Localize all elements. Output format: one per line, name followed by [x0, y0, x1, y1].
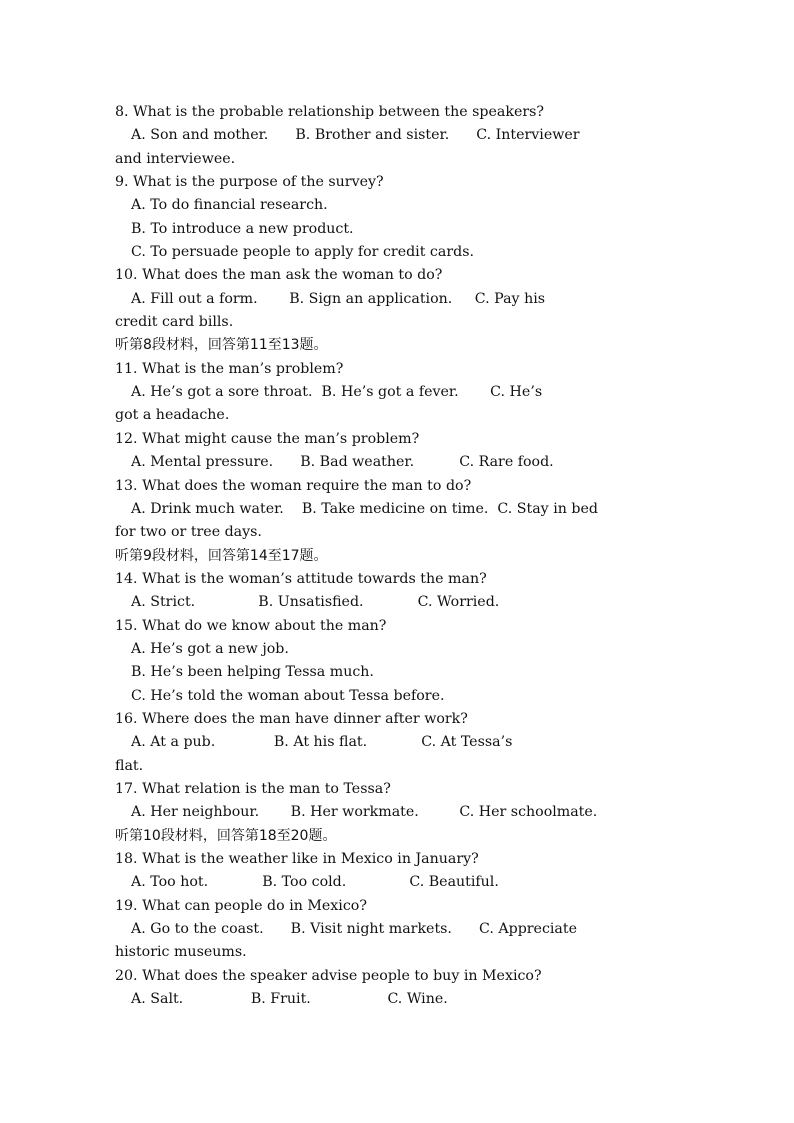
- options-q14: A. Strict. B. Unsatisfied. C. Worried.: [131, 594, 500, 611]
- option-q9-a: A. To do financial research.: [131, 197, 328, 214]
- options-q10: A. Fill out a form. B. Sign an application. C. Pay his: [131, 290, 546, 307]
- question-13: 13. What does the woman require the man to do?: [115, 477, 472, 494]
- option-q9-b: B. To introduce a new product.: [131, 220, 354, 237]
- option-q15-b: B. He’s been helping Tessa much.: [131, 664, 374, 681]
- section-heading-9: 听第9段材料，回答第14至17题。: [115, 547, 328, 564]
- question-8: 8. What is the probable relationship between the speakers?: [115, 104, 545, 120]
- question-11: 11. What is the man’s problem?: [115, 360, 344, 377]
- options-q16: A. At a pub. B. At his flat. C. At Tessa’s: [131, 734, 513, 751]
- options-q18: A. Too hot. B. Too cold. C. Beautiful.: [131, 874, 499, 891]
- options-q19-continued: historic museums.: [115, 944, 247, 961]
- options-q20: A. Salt. B. Fruit. C. Wine.: [131, 991, 448, 1008]
- options-q16-continued: flat.: [115, 757, 144, 774]
- question-14: 14. What is the woman’s attitude towards the man?: [115, 570, 487, 587]
- question-15: 15. What do we know about the man?: [115, 617, 387, 634]
- options-q11: A. He’s got a sore throat. B. He’s got a fever. C. He’s: [131, 384, 543, 401]
- question-19: 19. What can people do in Mexico?: [115, 897, 367, 914]
- options-q13: A. Drink much water. B. Take medicine on time. C. Stay in bed: [131, 500, 598, 517]
- option-q9-c: C. To persuade people to apply for credit cards.: [131, 244, 474, 261]
- question-9: 9. What is the purpose of the survey?: [115, 174, 384, 191]
- options-q8-continued: and interviewee.: [115, 150, 236, 167]
- question-10: 10. What does the man ask the woman to do?: [115, 267, 443, 284]
- question-12: 12. What might cause the man’s problem?: [115, 430, 420, 447]
- option-q15-c: C. He’s told the woman about Tessa before.: [131, 687, 445, 704]
- options-q19: A. Go to the coast. B. Visit night markets. C. Appreciate: [131, 921, 577, 938]
- question-17: 17. What relation is the man to Tessa?: [115, 780, 391, 797]
- options-q13-continued: for two or tree days.: [115, 524, 262, 541]
- section-heading-8: 听第8段材料，回答第11至13题。: [115, 337, 328, 354]
- options-q10-continued: credit card bills.: [115, 314, 234, 331]
- question-18: 18. What is the weather like in Mexico in January?: [115, 851, 479, 867]
- options-q17: A. Her neighbour. B. Her workmate. C. Her schoolmate.: [131, 804, 598, 821]
- options-q11-continued: got a headache.: [115, 407, 230, 424]
- exam-page: [115, 101, 675, 1011]
- options-q8: A. Son and mother. B. Brother and sister. C. Interviewer: [131, 127, 580, 144]
- options-q12: A. Mental pressure. B. Bad weather. C. Rare food.: [131, 454, 554, 471]
- question-20: 20. What does the speaker advise people to buy in Mexico?: [115, 967, 542, 984]
- section-heading-10: 听第10段材料，回答第18至20题。: [115, 827, 337, 844]
- question-16: 16. Where does the man have dinner after work?: [115, 710, 468, 727]
- option-q15-a: A. He’s got a new job.: [131, 640, 289, 657]
